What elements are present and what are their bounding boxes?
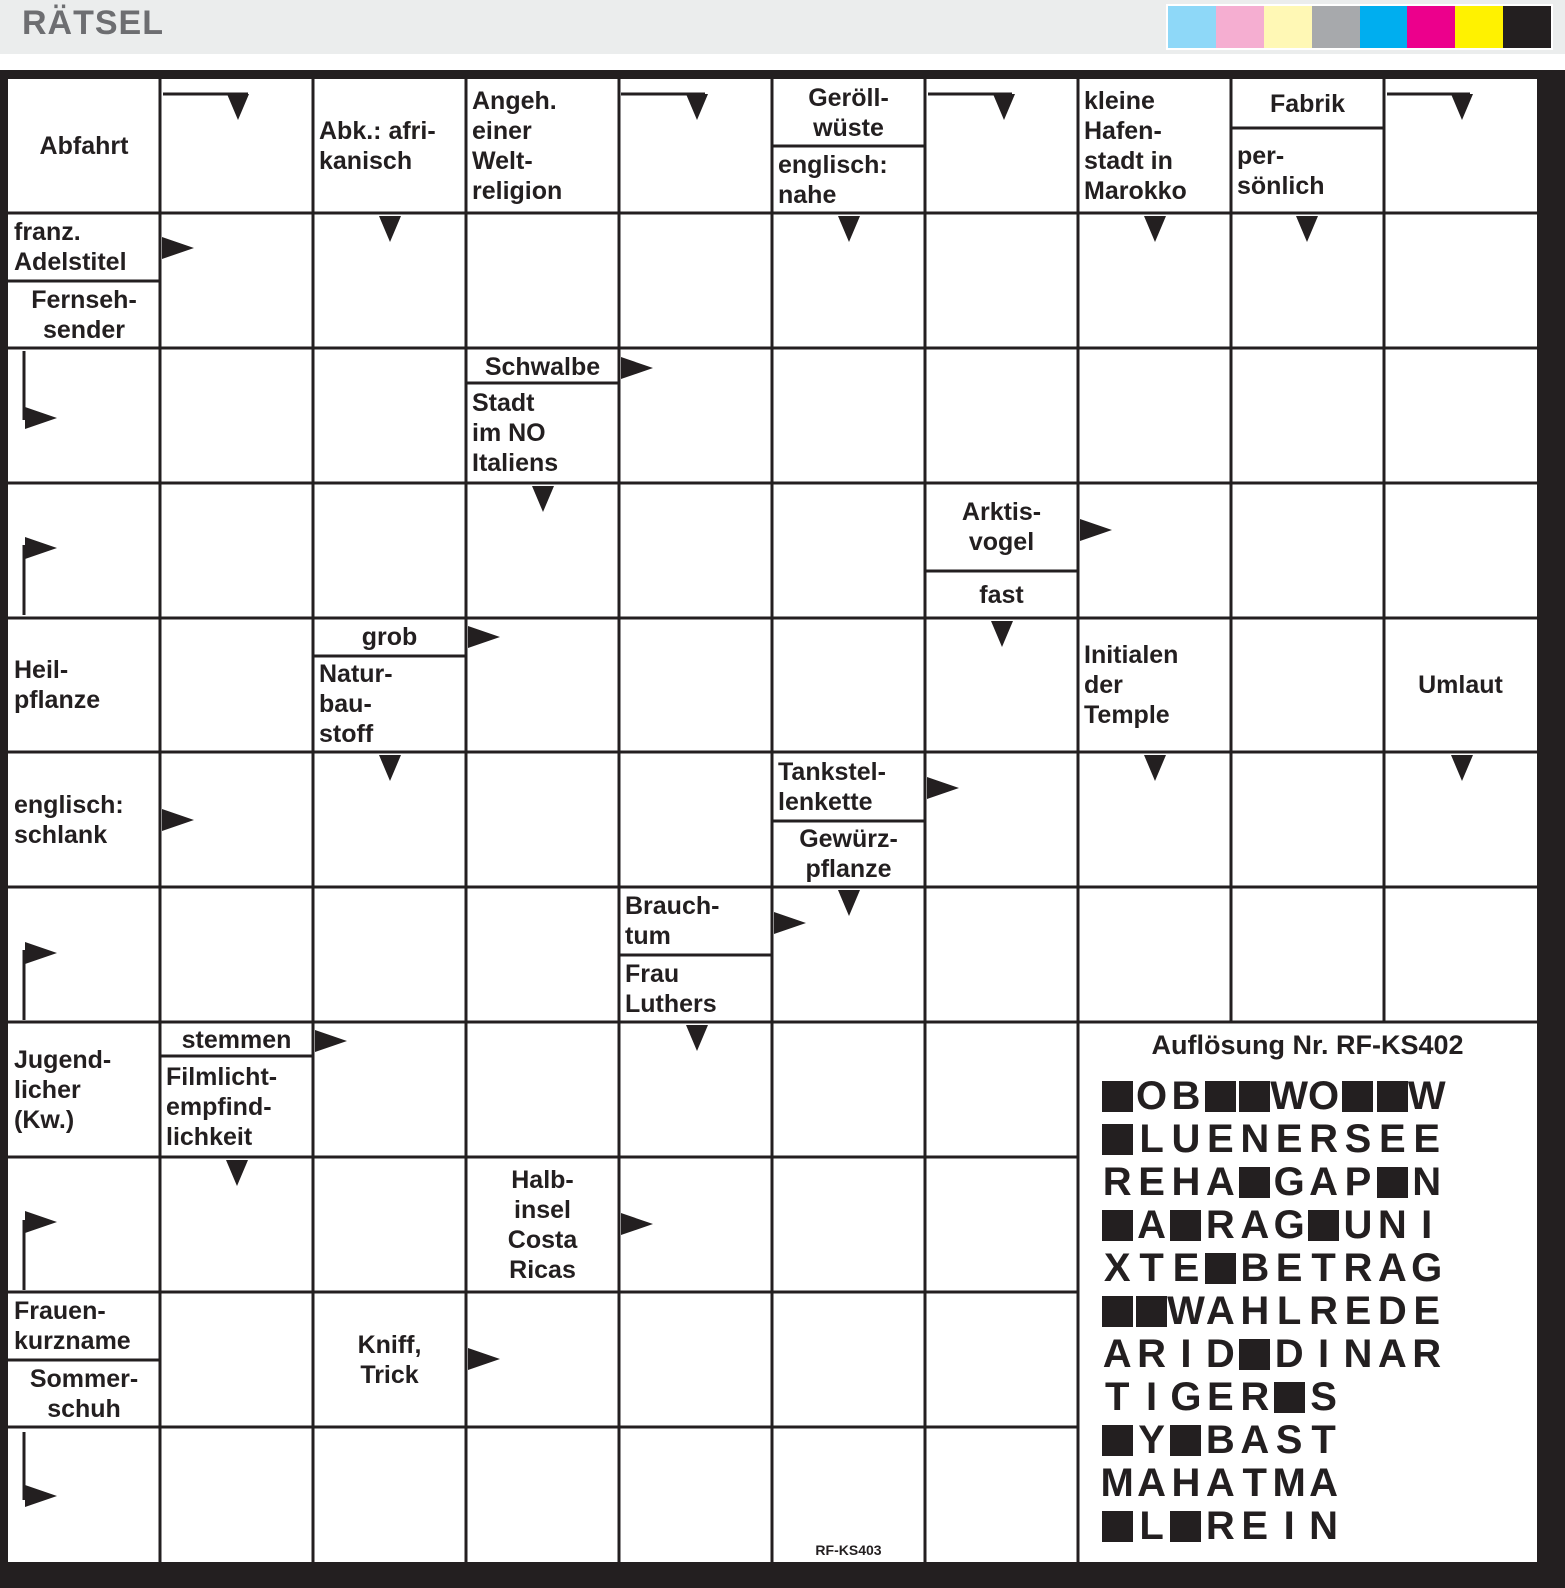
solution-black-square	[1306, 1204, 1340, 1247]
solution-row	[1100, 1419, 1444, 1462]
solution-letter: A	[1309, 1461, 1338, 1505]
solution-letter: A	[1309, 1160, 1338, 1204]
clue-text: Fabrik	[1269, 89, 1346, 118]
clue-text: Initialen der Temple	[1084, 641, 1179, 729]
clue-text: Jugend- licher (Kw.)	[14, 1045, 112, 1134]
solution-letter: G	[1170, 1375, 1202, 1419]
solution-black-square	[1169, 1204, 1203, 1247]
clue-text: Arktis- vogel	[961, 498, 1042, 556]
solution-black-square	[1100, 1204, 1134, 1247]
clue-text: Tankstel- lenkette	[778, 757, 886, 816]
solution-letter: A	[1205, 1289, 1235, 1333]
solution-letter: E	[1413, 1289, 1441, 1333]
solution-black-square	[1238, 1333, 1272, 1376]
solution-letter: E	[1138, 1160, 1165, 1204]
puzzle-code: RF-KS403	[815, 1542, 882, 1558]
solution-black-square	[1100, 1118, 1134, 1161]
solution-letter: A	[1377, 1246, 1407, 1290]
solution-black-square	[1169, 1419, 1203, 1462]
clue-text: englisch: nahe	[778, 150, 888, 209]
solution-grid	[1100, 1075, 1444, 1548]
solution-row	[1100, 1075, 1444, 1118]
solution-letter: T	[1242, 1461, 1267, 1505]
solution-letter: A	[1240, 1203, 1270, 1247]
solution-black-square	[1375, 1161, 1409, 1204]
clue-text: kleine Hafen- stadt in Marokko	[1084, 87, 1187, 205]
clue-text: per- sönlich	[1237, 141, 1325, 200]
solution-letter: R	[1205, 1203, 1235, 1247]
solution-letter: E	[1344, 1289, 1372, 1333]
solution-letter: S	[1344, 1117, 1372, 1161]
solution-letter: E	[1172, 1246, 1200, 1290]
clue-text: Fernseh- sender	[31, 285, 137, 344]
solution-letter: N	[1309, 1504, 1338, 1548]
clue-text: Sommer- schuh	[29, 1364, 139, 1423]
solution-letter: H	[1171, 1461, 1201, 1505]
clue-text: Heil- pflanze	[14, 656, 101, 714]
solution-letter: A	[1205, 1461, 1235, 1505]
solution-letter: T	[1311, 1246, 1336, 1290]
solution-letter: H	[1240, 1289, 1270, 1333]
solution-black-square	[1203, 1247, 1237, 1290]
solution-letter: G	[1411, 1246, 1443, 1290]
clue-text: Angeh. einer Welt- religion	[472, 87, 563, 205]
solution-letter: W	[1270, 1074, 1309, 1118]
solution-letter: R	[1240, 1375, 1270, 1419]
solution-letter: S	[1275, 1418, 1303, 1462]
solution-row	[1100, 1247, 1444, 1290]
solution-letter: N	[1412, 1160, 1442, 1204]
clue-text: Halb- insel Costa Ricas	[507, 1165, 578, 1284]
solution-letter: G	[1273, 1160, 1305, 1204]
solution-letter: G	[1273, 1203, 1305, 1247]
solution-letter: T	[1104, 1375, 1130, 1419]
solution-row	[1100, 1462, 1444, 1505]
solution-letter: I	[1180, 1332, 1192, 1376]
solution-row	[1100, 1161, 1444, 1204]
solution-letter: R	[1309, 1117, 1338, 1161]
solution-black-square	[1238, 1075, 1272, 1118]
clue-text: Brauch- tum	[625, 892, 720, 950]
solution-letter: N	[1240, 1117, 1270, 1161]
solution-letter: A	[1102, 1332, 1132, 1376]
clue-text: Stadt im NO Italiens	[472, 389, 559, 477]
page-title: RÄTSEL	[22, 4, 164, 42]
clue-text: Abk.: afri- kanisch	[319, 117, 436, 175]
clue-text: Geröll- wüste	[808, 83, 889, 142]
solution-letter: R	[1343, 1246, 1373, 1290]
solution-letter: I	[1146, 1375, 1158, 1419]
clue-text: englisch: schlank	[14, 790, 124, 849]
solution-letter: L	[1276, 1289, 1302, 1333]
solution-letter: D	[1205, 1332, 1235, 1376]
clue-text: stemmen	[181, 1026, 292, 1054]
solution-letter: B	[1240, 1246, 1270, 1290]
solution-black-square	[1272, 1376, 1306, 1419]
solution-letter: A	[1240, 1418, 1270, 1462]
solution-letter: X	[1103, 1246, 1131, 1290]
solution-black-square	[1238, 1161, 1272, 1204]
solution-letter: T	[1139, 1246, 1164, 1290]
clue-text: Kniff, Trick	[357, 1330, 422, 1389]
solution-letter: N	[1343, 1332, 1373, 1376]
solution-letter: E	[1207, 1375, 1234, 1419]
solution-letter: N	[1377, 1203, 1407, 1247]
solution-letter: U	[1343, 1203, 1373, 1247]
solution-letter: W	[1407, 1074, 1446, 1118]
clue-text: grob	[361, 623, 418, 651]
solution-black-square	[1100, 1505, 1134, 1548]
clue-text: Gewürz- pflanze	[799, 825, 898, 883]
solution-letter: E	[1275, 1117, 1303, 1161]
solution-title: Auflösung Nr. RF-KS402	[1151, 1030, 1464, 1060]
solution-letter: I	[1283, 1504, 1295, 1548]
solution-letter: B	[1171, 1074, 1201, 1118]
solution-letter: Y	[1138, 1418, 1165, 1462]
solution-letter: E	[1378, 1117, 1406, 1161]
solution-letter: M	[1272, 1461, 1306, 1505]
solution-letter: E	[1275, 1246, 1303, 1290]
solution-letter: R	[1102, 1160, 1132, 1204]
solution-row	[1100, 1118, 1444, 1161]
solution-row	[1100, 1204, 1444, 1247]
solution-letter: R	[1205, 1504, 1235, 1548]
solution-black-square	[1169, 1505, 1203, 1548]
solution-row	[1100, 1376, 1444, 1419]
solution-letter: I	[1317, 1332, 1330, 1376]
solution-letter: S	[1310, 1375, 1337, 1419]
solution-letter: M	[1100, 1461, 1134, 1505]
solution-letter: D	[1377, 1289, 1407, 1333]
solution-letter: R	[1137, 1332, 1167, 1376]
solution-letter: H	[1171, 1160, 1201, 1204]
solution-letter: E	[1207, 1117, 1234, 1161]
solution-letter: U	[1171, 1117, 1201, 1161]
solution-black-square	[1341, 1075, 1375, 1118]
clue-text: Abfahrt	[39, 132, 129, 160]
solution-letter: A	[1137, 1461, 1167, 1505]
solution-letter: L	[1139, 1504, 1164, 1548]
solution-letter: W	[1167, 1289, 1205, 1333]
solution-letter: E	[1241, 1504, 1269, 1548]
clue-text: Umlaut	[1418, 671, 1503, 699]
solution-letter: B	[1205, 1418, 1235, 1462]
solution-letter: A	[1377, 1332, 1407, 1376]
solution-letter: O	[1136, 1074, 1168, 1118]
clue-text: franz. Adelstitel	[14, 218, 127, 276]
solution-letter: R	[1412, 1332, 1442, 1376]
clue-text: Filmlicht- empfind- lichkeit	[166, 1062, 278, 1151]
clue-text: Natur- bau- stoff	[319, 660, 393, 748]
solution-row	[1100, 1290, 1444, 1333]
clue-text: Frauen- kurzname	[14, 1297, 131, 1355]
solution-letter: I	[1421, 1203, 1433, 1247]
solution-letter: D	[1274, 1332, 1304, 1376]
solution-letter: T	[1311, 1418, 1336, 1462]
solution-black-square	[1203, 1075, 1237, 1118]
solution-letter: E	[1413, 1117, 1441, 1161]
clue-text: Frau Luthers	[625, 959, 717, 1018]
solution-letter: A	[1205, 1160, 1235, 1204]
solution-letter: O	[1307, 1074, 1340, 1118]
clue-text: Schwalbe	[484, 352, 601, 381]
solution-black-square	[1100, 1075, 1134, 1118]
solution-letter: P	[1344, 1160, 1372, 1204]
solution-black-square	[1134, 1290, 1168, 1333]
solution-letter: R	[1309, 1289, 1338, 1333]
solution-row	[1100, 1505, 1444, 1548]
solution-black-square	[1375, 1075, 1409, 1118]
solution-black-square	[1100, 1419, 1134, 1462]
solution-letter: L	[1139, 1117, 1164, 1161]
solution-row	[1100, 1333, 1444, 1376]
clue-text: fast	[979, 580, 1024, 609]
solution-black-square	[1100, 1290, 1134, 1333]
solution-letter: A	[1137, 1203, 1167, 1247]
